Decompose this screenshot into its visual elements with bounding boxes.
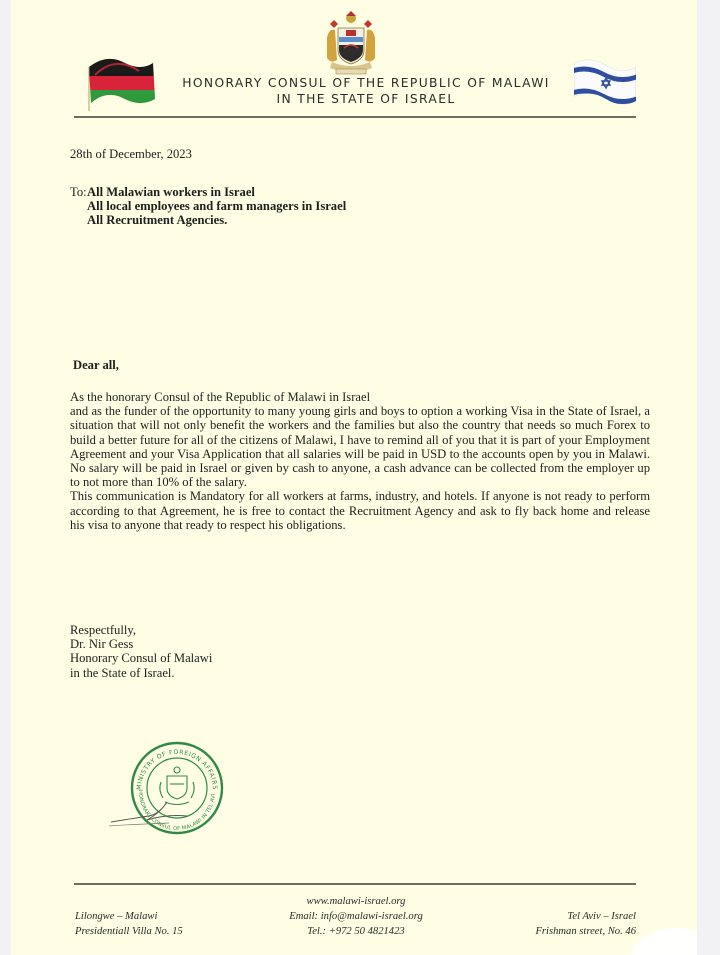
recipient-item: All local employees and farm managers in Israel <box>87 199 347 214</box>
letter-body <box>70 390 650 532</box>
footer-israel-address <box>471 909 636 939</box>
footer-phone: Tel.: +972 50 4821423 <box>307 926 405 937</box>
signer-name: Dr. Nir Gess <box>70 637 134 652</box>
greeting: Dear all, <box>73 358 119 372</box>
footer-email-link[interactable]: Email: info@malawi-israel.org <box>289 911 423 922</box>
footer-contact <box>241 894 471 939</box>
footer-malawi-address <box>75 909 183 939</box>
recipients-label: To: <box>70 185 87 199</box>
header-divider <box>74 116 636 118</box>
signer-title: Honorary Consul of Malawi <box>70 651 213 666</box>
recipient-item: All Malawian workers in Israel <box>87 185 255 199</box>
official-stamp <box>109 738 239 838</box>
stamp-bottom-text: HONORARY CONSUL OF MALAWI IN TEL AVI <box>136 790 217 833</box>
letterhead-subtitle: IN THE STATE OF ISRAEL <box>276 92 456 106</box>
letter-date: 28th of December, 2023 <box>70 147 192 161</box>
footer-website-link[interactable]: www.malawi-israel.org <box>306 896 406 907</box>
footer-left-street: Presidentiall Villa No. 15 <box>75 926 183 937</box>
signature-block <box>70 623 212 680</box>
signer-location: in the State of Israel. <box>70 665 175 680</box>
body-paragraph: This communication is Mandatory for all workers at farms, industry, and hotels. If anyone is not ready to perform according to that Agreement, he is free to contact the Recruitment Agency and ask to fly back home and release his visa to anyone that ready to respect his obligations. <box>70 489 650 532</box>
footer-right-street: Frishman street, No. 46 <box>535 926 636 937</box>
malawi-coat-of-arms-icon <box>324 10 378 76</box>
stamp-top-text: MINISTRY OF FOREIGN AFFAIRS <box>135 748 219 791</box>
letterhead-title: HONORARY CONSUL OF THE REPUBLIC OF MALAWI <box>182 76 550 90</box>
footer-divider <box>74 883 636 885</box>
footer-right-city: Tel Aviv – Israel <box>567 911 636 922</box>
page-corner-overlay <box>631 928 697 955</box>
body-paragraph-opening: As the honorary Consul of the Republic of Malawi in Israel <box>70 390 371 404</box>
closing: Respectfully, <box>70 623 136 637</box>
recipient-item: All Recruitment Agencies. <box>87 213 228 228</box>
body-paragraph: and as the funder of the opportunity to many young girls and boys to option a working Visa in the State of Israel, a situation that will not only benefit the workers and the families but also the country that needs so much Forex to build a better future for all of the citizens of Malawi, I have to remind all of you that it is part of your Employment Agreement and your Visa Application that all salaries will be paid in USD to the accounts open by you in Malawi. No salary will be paid in Israel or given by cash to anyone, a cash advance can be collected from the employer up to not more than 10% of the salary. <box>70 404 650 490</box>
footer-left-city: Lilongwe – Malawi <box>75 911 158 922</box>
recipients-list <box>87 185 346 228</box>
letter-page <box>11 0 697 955</box>
stamp-coat-of-arms-icon <box>160 767 194 805</box>
